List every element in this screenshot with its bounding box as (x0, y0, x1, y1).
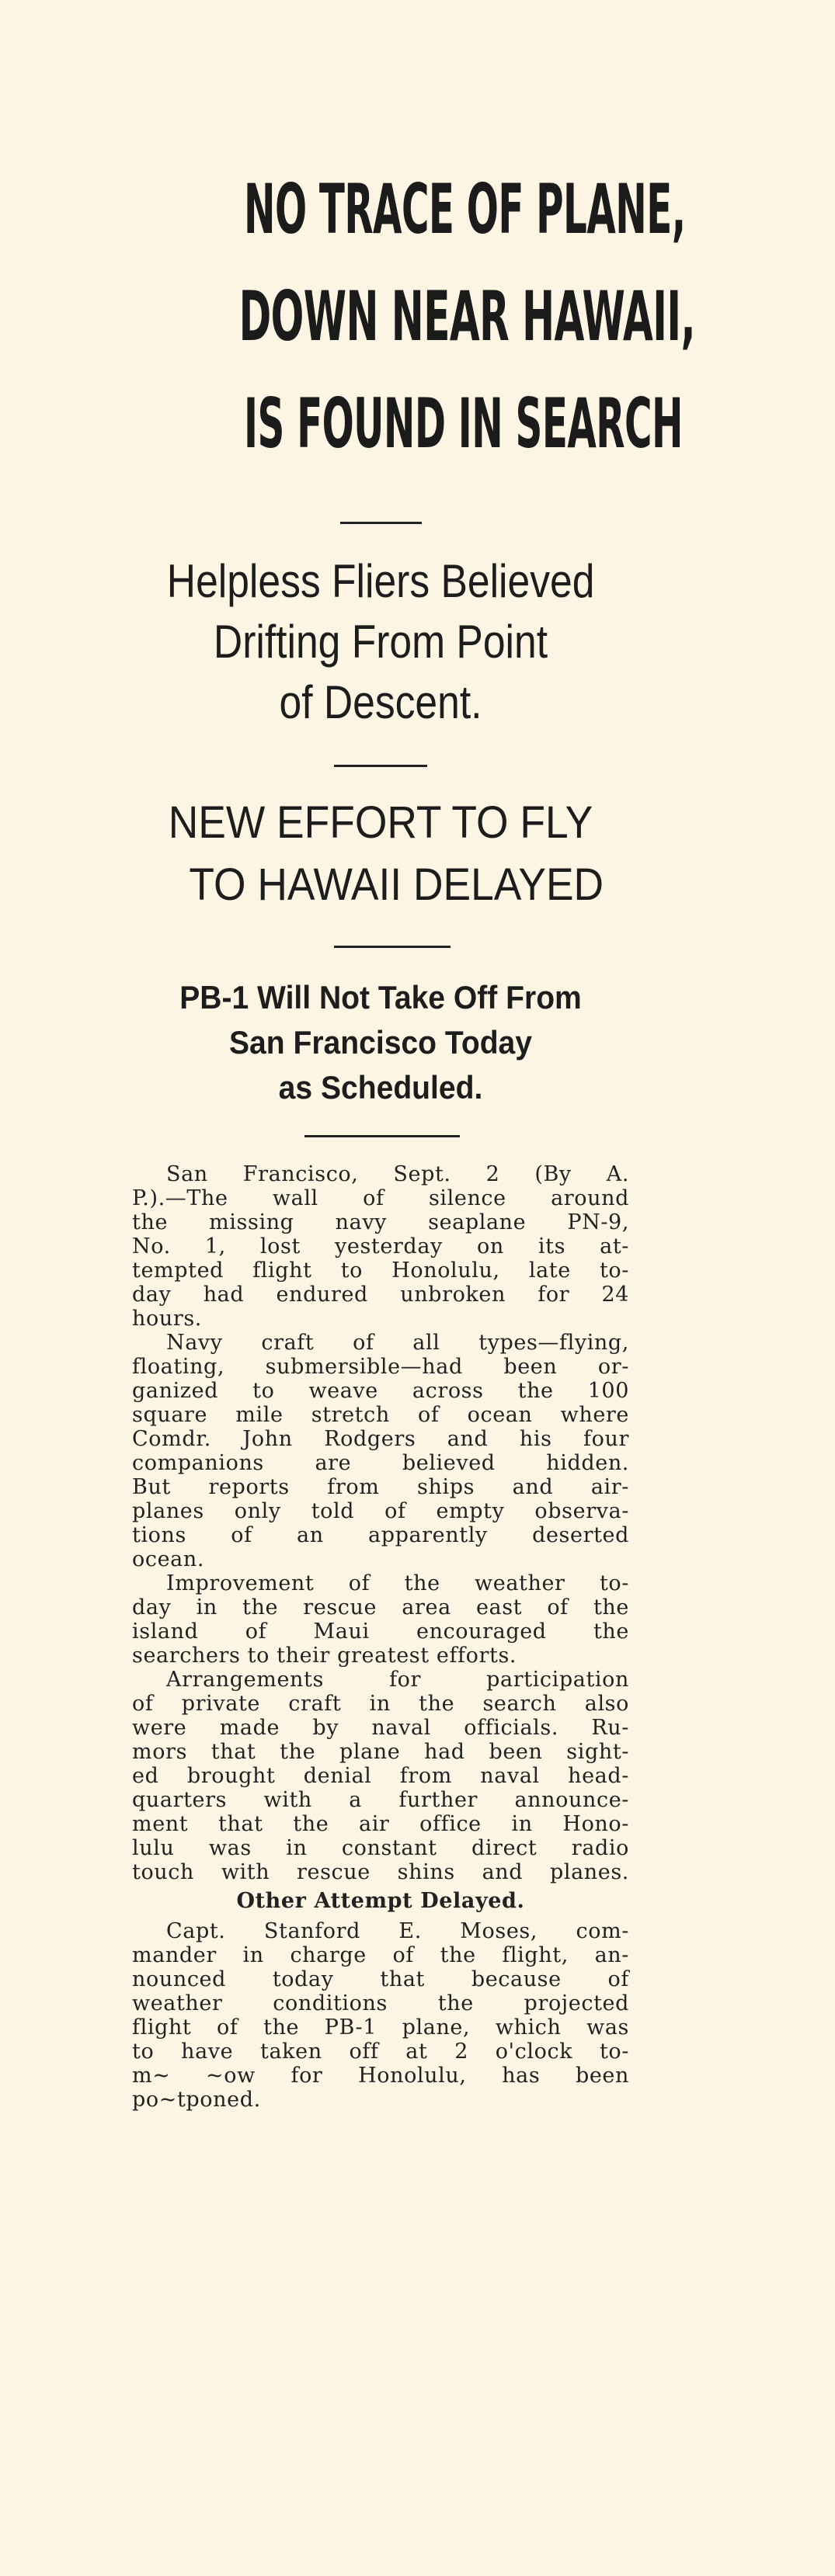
paragraph-4-line: of private craft in the search also (132, 1692, 629, 1716)
paragraph-2-line: planes only told of empty observa- (132, 1499, 629, 1523)
paragraph-4 (132, 1668, 629, 1884)
paragraph-2-line: companions are believed hidden. (132, 1451, 629, 1475)
paragraph-4-line: ment that the air office in Hono- (132, 1812, 629, 1836)
divider-rule-4 (304, 1135, 460, 1137)
deck-1 (167, 551, 594, 733)
deck-1-line-3: of Descent. (279, 676, 482, 728)
paragraph-2-line: floating, submersible—had been or- (132, 1355, 629, 1379)
paragraph-3 (132, 1571, 629, 1668)
headline-line-3: IS FOUND IN SEARCH (244, 384, 683, 463)
paragraph-2-line: Navy craft of all types—flying, (166, 1331, 629, 1355)
paragraph-5 (132, 1919, 629, 2112)
divider-rule-1 (340, 522, 422, 524)
paragraph-1 (132, 1162, 629, 1331)
paragraph-2 (132, 1331, 629, 1571)
paragraph-4-line: quarters with a further announce- (132, 1788, 629, 1812)
deck-3-line-3: as Scheduled. (278, 1069, 483, 1106)
paragraph-1-line: P.).—The wall of silence around (132, 1186, 629, 1210)
paragraph-4-line: Arrangements for participation (166, 1668, 629, 1692)
paragraph-4-line: mors that the plane had been sight- (132, 1740, 629, 1764)
deck-2-line-1: NEW EFFORT TO FLY (168, 797, 593, 848)
paragraph-4-line: were made by naval officials. Ru- (132, 1716, 629, 1740)
paragraph-1-line: No. 1, lost yesterday on its at- (132, 1234, 629, 1258)
paragraph-2-line: tions of an apparently deserted (132, 1523, 629, 1547)
paragraph-2-line: Comdr. John Rodgers and his four (132, 1427, 629, 1451)
paragraph-2-line: But reports from ships and air- (132, 1475, 629, 1499)
paragraph-5-line: nounced today that because of (132, 1967, 629, 1991)
paragraph-2-line: ocean. (132, 1547, 205, 1571)
paragraph-4-line: ed brought denial from naval head- (132, 1764, 629, 1788)
paragraph-5-line: weather conditions the projected (132, 1991, 629, 2015)
paragraph-5-line: flight of the PB-1 plane, which was (132, 2015, 629, 2040)
paragraph-3-line: searchers to their greatest efforts. (132, 1644, 517, 1668)
headline-line-1: NO TRACE OF PLANE, (244, 169, 686, 249)
paragraph-1-line: hours. (132, 1307, 202, 1331)
paragraph-5-line: to have taken off at 2 o'clock to- (132, 2040, 629, 2064)
deck-3-line-2: San Francisco Today (229, 1024, 532, 1061)
deck-3 (149, 975, 611, 1110)
deck-2 (152, 792, 610, 916)
paragraph-1-line: San Francisco, Sept. 2 (By A. (166, 1162, 629, 1186)
paragraph-5-line: po~tponed. (132, 2088, 261, 2112)
section-subhead: Other Attempt Delayed. (236, 1889, 525, 1913)
paragraph-1-line: day had endured unbroken for 24 (132, 1283, 629, 1307)
paragraph-2-line: square mile stretch of ocean where (132, 1403, 629, 1427)
deck-1-line-2: Drifting From Point (213, 616, 548, 668)
paragraph-3-line: island of Maui encouraged the (132, 1620, 629, 1644)
deck-2-line-2: TO HAWAII DELAYED (189, 859, 604, 910)
paragraph-1-line: tempted flight to Honolulu, late to- (132, 1258, 629, 1283)
paragraph-1-line: the missing navy seaplane PN-9, (132, 1210, 629, 1234)
divider-rule-3 (334, 946, 451, 948)
paragraph-3-line: Improvement of the weather to- (166, 1571, 629, 1595)
article-body (132, 1162, 629, 2112)
paragraph-2-line: ganized to weave across the 100 (132, 1379, 629, 1403)
paragraph-4-line: lulu was in constant direct radio (132, 1836, 629, 1860)
headline-line-2: DOWN NEAR HAWAII, (238, 276, 695, 356)
divider-rule-2 (334, 765, 427, 767)
deck-3-line-1: PB-1 Will Not Take Off From (179, 979, 582, 1015)
deck-1-line-1: Helpless Fliers Believed (166, 555, 595, 607)
paragraph-3-line: day in the rescue area east of the (132, 1595, 629, 1620)
paragraph-4-line: touch with rescue shins and planes. (132, 1860, 629, 1884)
paragraph-5-line: m~ ~ow for Honolulu, has been (132, 2064, 629, 2088)
paragraph-5-line: Capt. Stanford E. Moses, com- (166, 1919, 629, 1943)
paragraph-5-line: mander in charge of the flight, an- (132, 1943, 629, 1967)
